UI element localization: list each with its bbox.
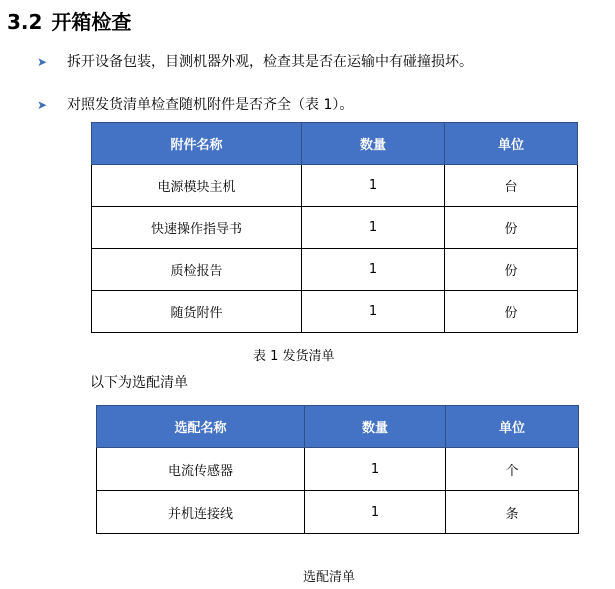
table-row [97,491,579,534]
table-header-row [92,123,578,165]
header-cell: 数量 [302,123,445,165]
arrow-right-icon: ➤ [37,55,48,69]
table-cell: 份 [445,291,578,333]
table-cell: 电源模块主机 [92,165,302,207]
table-header-row [97,406,579,448]
table-cell: 1 [302,291,445,333]
table-caption: 表 1 发货清单 [253,349,335,364]
section-heading [7,6,131,35]
table-row [92,291,578,333]
table-cell: 质检报告 [92,249,302,291]
bullet-text: 拆开设备包装，目测机器外观，检查其是否在运输中有碰撞损坏。 [67,54,473,70]
table-cell: 份 [445,207,578,249]
header-cell: 单位 [446,406,579,448]
header-cell: 选配名称 [97,406,305,448]
table-cell: 1 [305,491,446,534]
table-cell: 份 [445,249,578,291]
table-cell: 1 [302,165,445,207]
optional-list-heading: 以下为选配清单 [90,375,188,391]
table-cell: 电流传感器 [97,448,305,491]
bullet-text: 对照发货清单检查随机附件是否齐全（表 1）。 [67,97,354,113]
bullet-item [37,51,473,71]
header-cell: 附件名称 [92,123,302,165]
section-title: 开箱检查 [51,10,132,34]
table-row [92,249,578,291]
header-cell: 单位 [445,123,578,165]
table-cell: 1 [302,207,445,249]
table-cell: 快速操作指导书 [92,207,302,249]
table-cell: 台 [445,165,578,207]
table-row [97,448,579,491]
table-row [92,165,578,207]
table-cell: 并机连接线 [97,491,305,534]
bullet-item [37,94,353,114]
section-number: 3.2 [7,10,43,34]
table-cell: 随货附件 [92,291,302,333]
table-cell: 条 [446,491,579,534]
shipping-list-table [91,122,578,333]
table-cell: 个 [446,448,579,491]
header-cell: 数量 [305,406,446,448]
table-cell: 1 [302,249,445,291]
table-caption: 选配清单 [303,570,356,585]
table-row [92,207,578,249]
table-cell: 1 [305,448,446,491]
arrow-right-icon: ➤ [37,98,48,112]
optional-list-table [96,405,579,534]
